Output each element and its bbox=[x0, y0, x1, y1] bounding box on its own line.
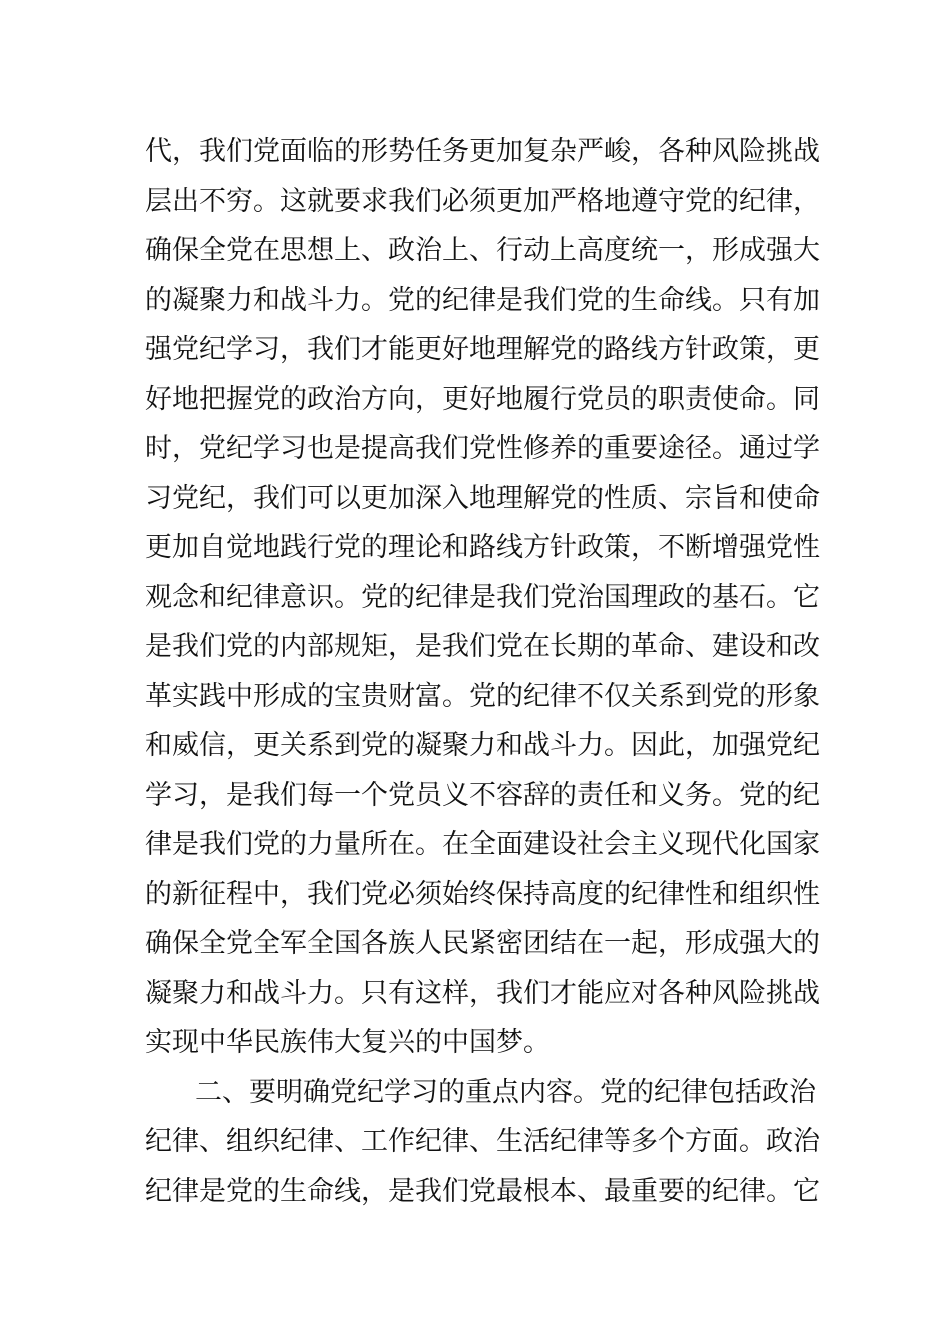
text-line: 的凝聚力和战斗力。党的纪律是我们党的生命线。只有加 bbox=[145, 284, 820, 316]
text-line: 代，我们党面临的形势任务更加复杂严峻，各种风险挑战 bbox=[145, 136, 820, 167]
text-line: 强党纪学习，我们才能更好地理解党的路线方针政策，更 bbox=[145, 334, 820, 365]
text-line: 是我们党的内部规矩，是我们党在长期的革命、建设和改 bbox=[145, 631, 820, 662]
text-line: 律是我们党的力量所在。在全面建设社会主义现代化国家 bbox=[145, 829, 820, 860]
text-line: 层出不穷。这就要求我们必须更加严格地遵守党的纪律， bbox=[145, 185, 820, 217]
text-line: 好地把握党的政治方向，更好地履行党员的职责使命。同 bbox=[145, 383, 820, 415]
text-line: 确保全党在思想上、政治上、行动上高度统一，形成强大 bbox=[145, 235, 820, 266]
text-line: 学习，是我们每一个党员义不容辞的责任和义务。党的纪 bbox=[145, 779, 820, 811]
text-line: 纪律、组织纪律、工作纪律、生活纪律等多个方面。政治 bbox=[145, 1126, 820, 1157]
text-line: 习党纪，我们可以更加深入地理解党的性质、宗旨和使命 bbox=[145, 482, 820, 514]
text-line: 纪律是党的生命线，是我们党最根本、最重要的纪律。它 bbox=[145, 1175, 820, 1207]
text-line: 观念和纪律意识。党的纪律是我们党治国理政的基石。它 bbox=[145, 581, 820, 613]
text-line: 革实践中形成的宝贵财富。党的纪律不仅关系到党的形象 bbox=[145, 680, 820, 712]
text-line: 的新征程中，我们党必须始终保持高度的纪律性和组织性 bbox=[145, 878, 820, 910]
text-line: 更加自觉地践行党的理论和路线方针政策，不断增强党性 bbox=[145, 532, 820, 563]
text-line: 时，党纪学习也是提高我们党性修养的重要途径。通过学 bbox=[145, 433, 820, 464]
text-line: 实现中华民族伟大复兴的中国梦。 bbox=[145, 1027, 550, 1058]
text-line: 和威信，更关系到党的凝聚力和战斗力。因此，加强党纪 bbox=[145, 730, 820, 761]
section-heading-line: 二、要明确党纪学习的重点内容。党的纪律包括政治 bbox=[195, 1076, 816, 1108]
text-line: 凝聚力和战斗力。只有这样，我们才能应对各种风险挑战 bbox=[145, 977, 820, 1009]
body-text bbox=[145, 127, 825, 1216]
text-line: 确保全党全军全国各族人民紧密团结在一起，形成强大的 bbox=[145, 928, 820, 959]
